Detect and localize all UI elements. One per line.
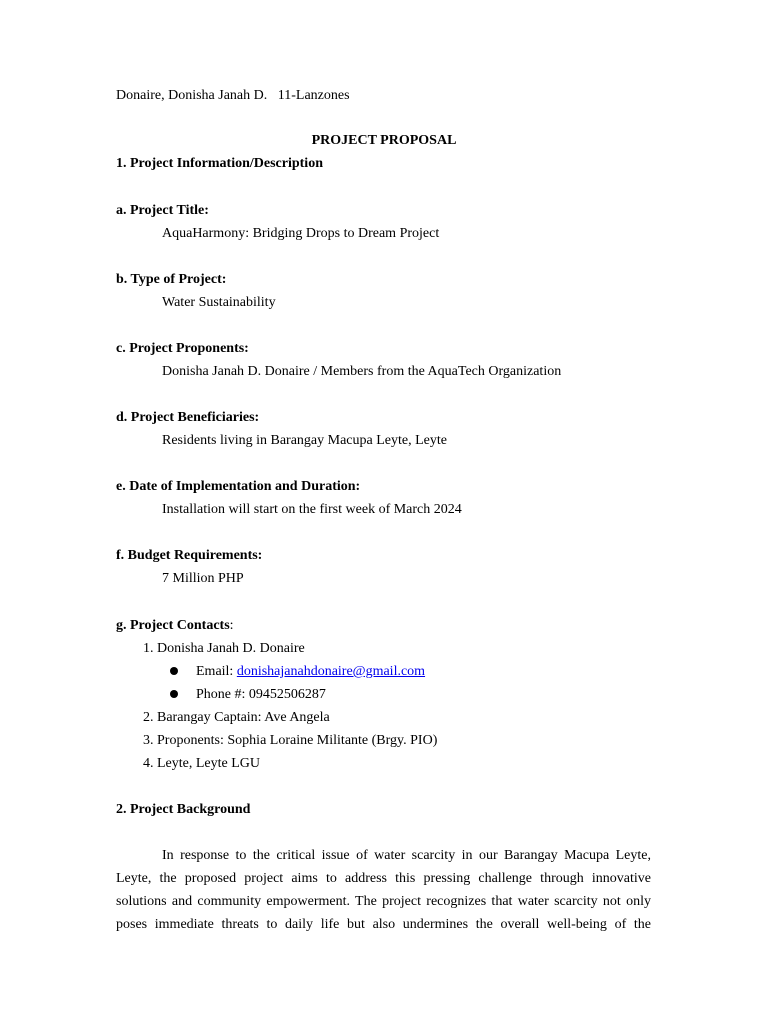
contacts-heading xyxy=(116,617,234,635)
contact-item-3: 3. Proponents: Sophia Loraine Militante (Brgy. PIO) xyxy=(143,733,438,748)
email-link[interactable]: donishajanahdonaire@gmail.com xyxy=(236,664,426,679)
section2-heading: 2. Project Background xyxy=(116,802,251,817)
background-line: poses immediate threats to daily life but also undermines the overall well-being of the xyxy=(116,917,651,932)
beneficiaries-label: d. Project Beneficiaries: xyxy=(116,410,260,425)
email-label: Email: xyxy=(196,664,237,679)
proponents-value: Donisha Janah D. Donaire / Members from the AquaTech Organization xyxy=(162,364,562,379)
contact-item-4: 4. Leyte, Leyte LGU xyxy=(143,756,261,771)
beneficiaries-value: Residents living in Barangay Macupa Leyte, Leyte xyxy=(162,433,447,448)
background-line: In response to the critical issue of water scarcity in our Barangay Macupa Leyte, xyxy=(162,848,651,863)
student-section: 11-Lanzones xyxy=(277,88,350,103)
budget-label: f. Budget Requirements: xyxy=(116,548,263,563)
project-type-label: b. Type of Project: xyxy=(116,272,227,287)
bullet-icon xyxy=(170,690,178,698)
implementation-value: Installation will start on the first week of March 2024 xyxy=(162,502,462,517)
project-title-value: AquaHarmony: Bridging Drops to Dream Project xyxy=(162,226,440,241)
phone-text: Phone #: 09452506287 xyxy=(196,687,326,702)
bullet-icon xyxy=(170,667,178,675)
background-line: solutions and community empowerment. The project recognizes that water scarcity not only xyxy=(116,894,651,909)
contacts-colon: : xyxy=(229,618,234,633)
document-title: PROJECT PROPOSAL xyxy=(311,133,457,148)
project-title-label: a. Project Title: xyxy=(116,203,209,218)
background-paragraph xyxy=(116,844,651,936)
project-type-value: Water Sustainability xyxy=(162,295,276,310)
contact-item-2: 2. Barangay Captain: Ave Angela xyxy=(143,710,330,725)
budget-value: 7 Million PHP xyxy=(162,571,244,586)
contact-phone-row xyxy=(170,686,326,704)
author-line xyxy=(116,87,350,105)
proponents-label: c. Project Proponents: xyxy=(116,341,249,356)
contacts-label: g. Project Contacts xyxy=(116,618,230,633)
contact-item-1: 1. Donisha Janah D. Donaire xyxy=(143,641,305,656)
contact-email-row xyxy=(170,663,425,681)
student-name: Donaire, Donisha Janah D. xyxy=(116,88,268,103)
section1-heading: 1. Project Information/Description xyxy=(116,156,323,171)
background-line: Leyte, the proposed project aims to address this pressing challenge through innovative xyxy=(116,871,651,886)
implementation-label: e. Date of Implementation and Duration: xyxy=(116,479,361,494)
